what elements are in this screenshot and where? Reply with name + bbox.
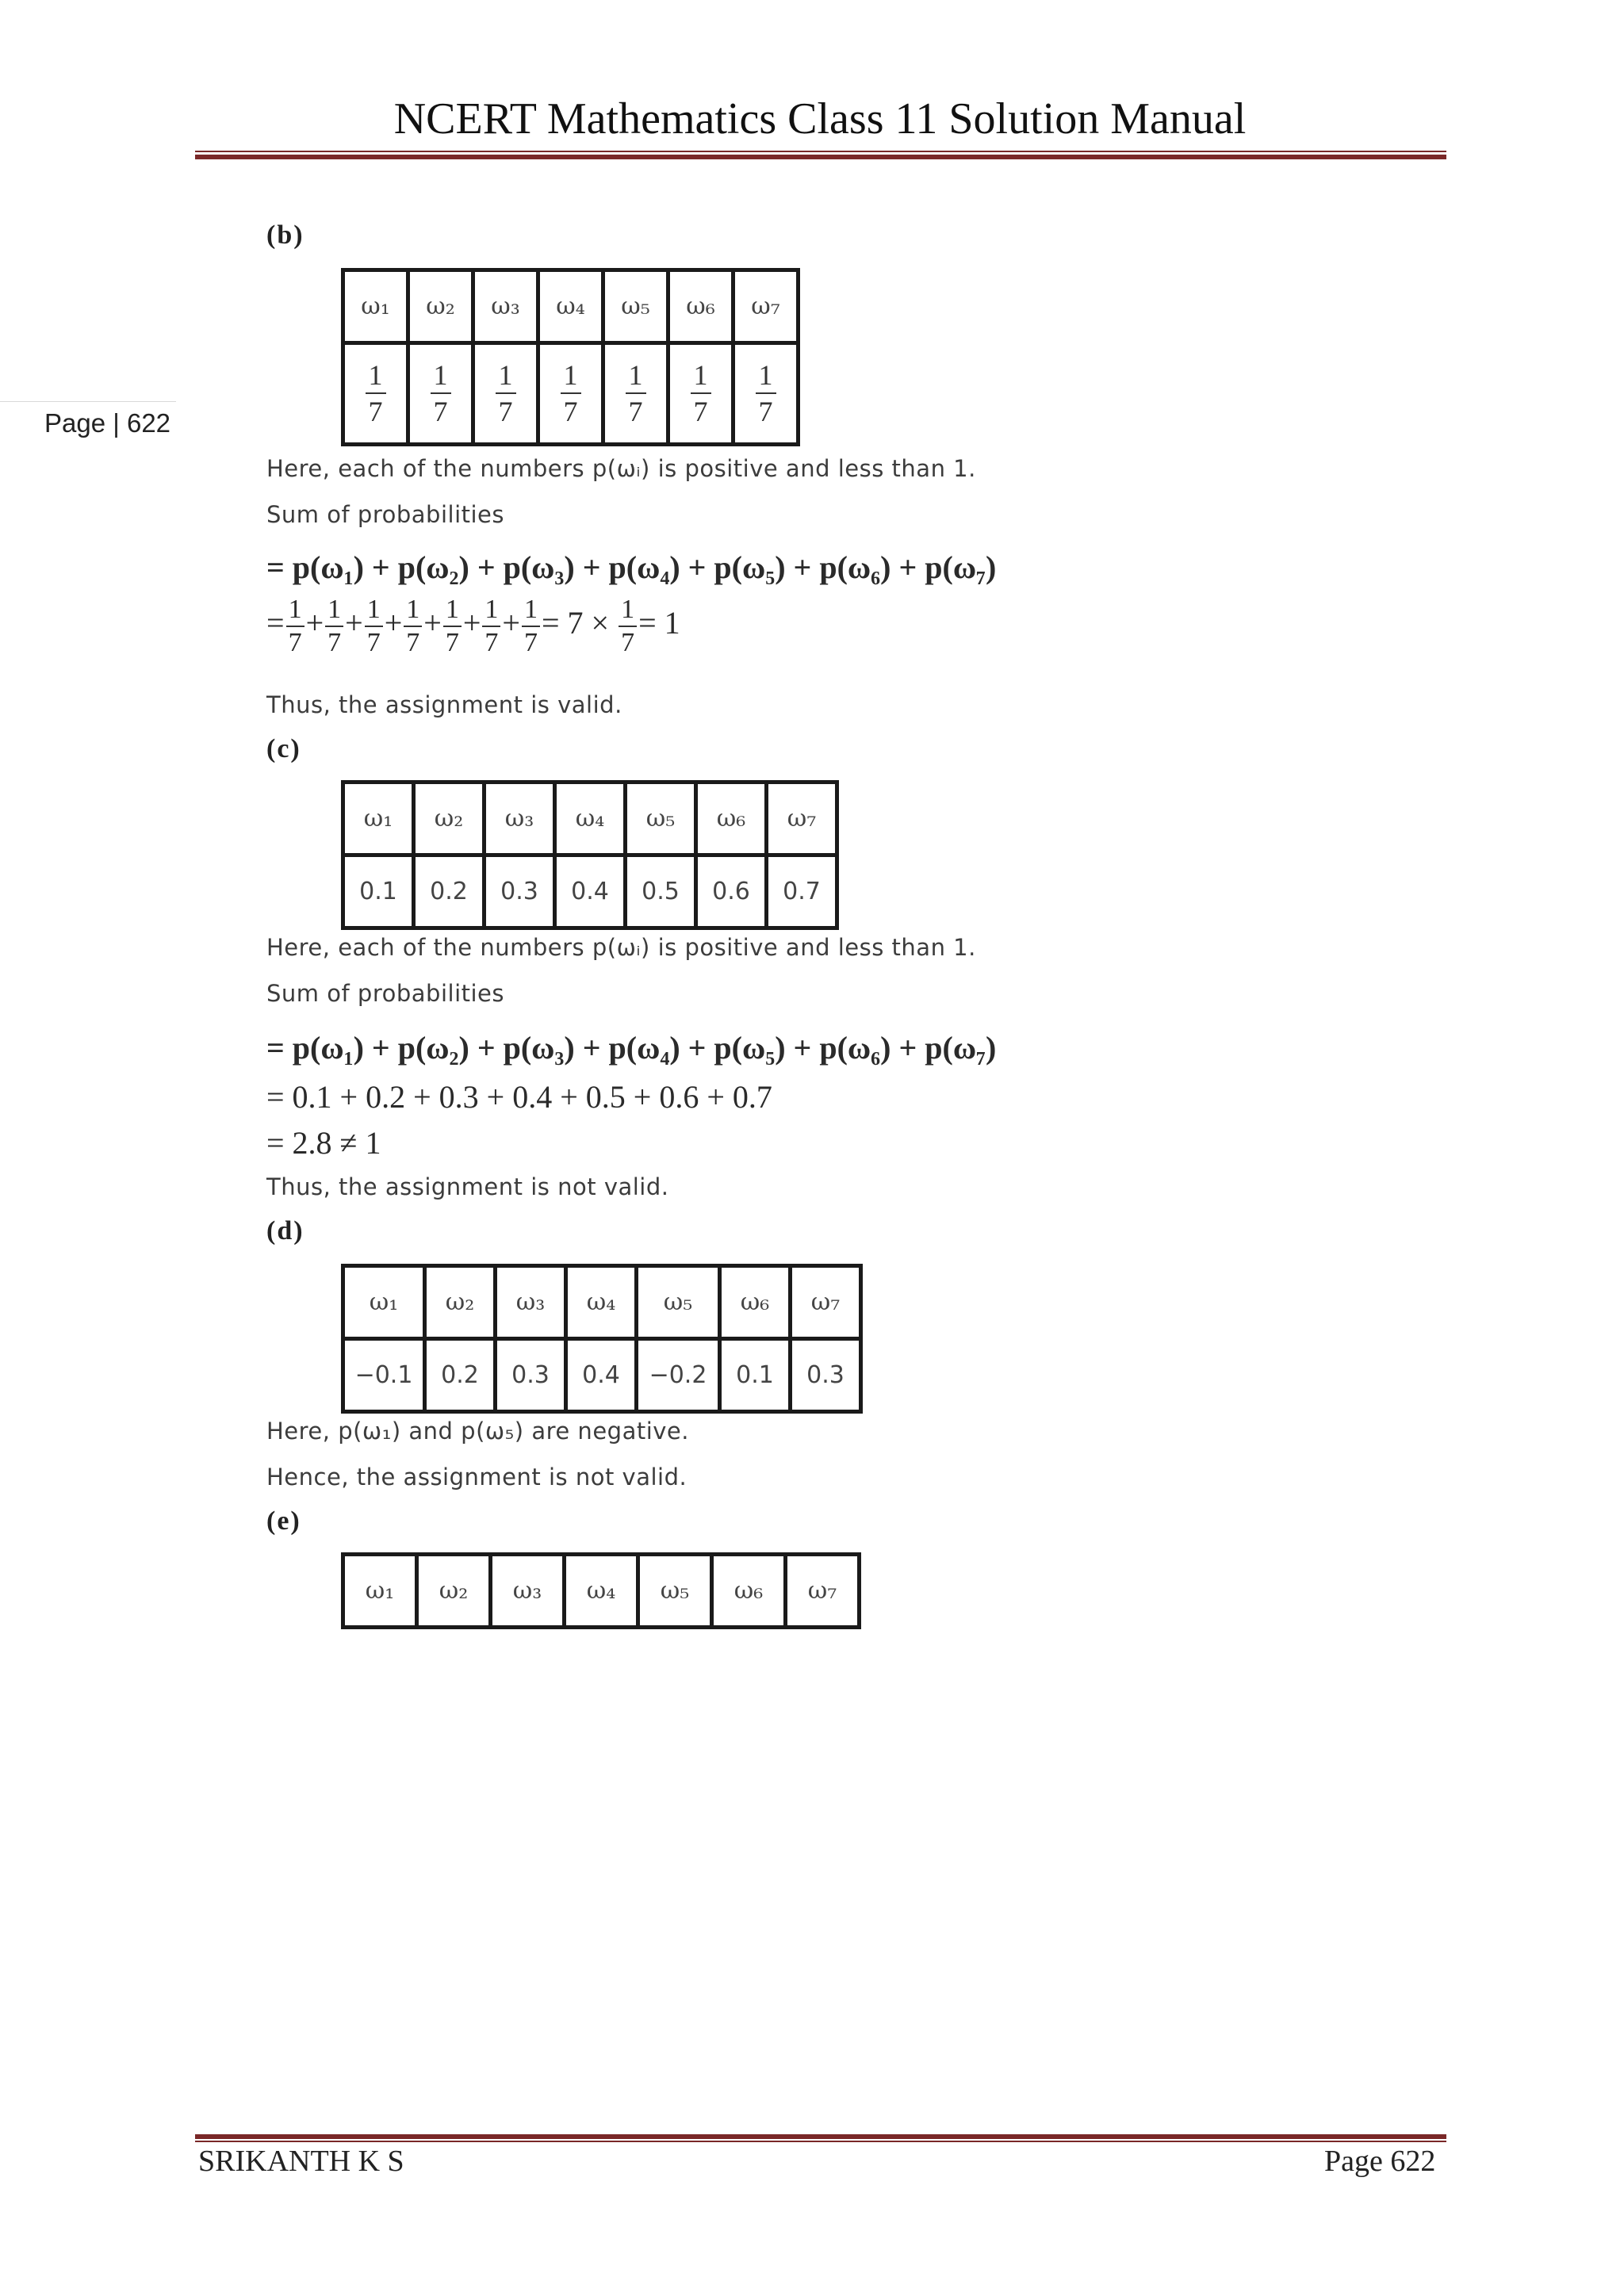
part-c-label: (c) <box>266 734 301 763</box>
table-cell: ω₇ <box>767 783 837 855</box>
table-cell <box>343 343 408 445</box>
table-cell: ω₇ <box>733 270 799 343</box>
footer-rule-thick <box>195 2134 1446 2139</box>
part-e-table <box>341 1552 861 1629</box>
part-c-equation-3: = 2.8 ≠ 1 <box>266 1125 381 1161</box>
table-cell: ω₁ <box>343 783 414 855</box>
fraction: $\frac{1}{7}$ <box>431 361 451 426</box>
part-e-label: (e) <box>266 1506 301 1536</box>
part-c-conclusion: Thus, the assignment is not valid. <box>266 1173 669 1200</box>
part-c-statement: Here, each of the numbers p(ωᵢ) is positive and less than 1. <box>266 934 976 961</box>
part-c-equation-1: = p(ω₁) + p(ω₂) + p(ω₃) + p(ω₄) + p(ω₅) + p(ω₆) + p(ω₇) <box>266 1030 997 1066</box>
table-cell: ω₄ <box>566 1266 637 1339</box>
table-cell: ω₇ <box>791 1266 861 1339</box>
fraction: $\frac{1}{7}$ <box>619 596 637 656</box>
table-cell <box>473 343 538 445</box>
table-cell: ω₃ <box>473 270 538 343</box>
part-b-label: (b) <box>266 220 304 250</box>
table-cell: ω₅ <box>638 1555 712 1628</box>
table-cell: ω₂ <box>408 270 473 343</box>
table-cell: ω₄ <box>555 783 626 855</box>
footer-page-number: Page 622 <box>1324 2145 1436 2178</box>
table-cell <box>408 343 473 445</box>
table-cell: ω₁ <box>343 1266 425 1339</box>
fraction: $\frac{1}{7}$ <box>522 596 540 656</box>
fraction: $\frac{1}{7}$ <box>691 361 711 426</box>
fraction: $\frac{1}{7}$ <box>756 361 776 426</box>
fraction: $\frac{1}{7}$ <box>286 596 304 656</box>
table-cell: 0.1 <box>720 1339 791 1412</box>
table-cell: −0.1 <box>343 1339 425 1412</box>
table-cell <box>733 343 799 445</box>
table-cell <box>538 343 603 445</box>
table-cell: 0.3 <box>496 1339 566 1412</box>
part-d-conclusion: Hence, the assignment is not valid. <box>266 1464 688 1490</box>
part-b-table <box>341 268 800 446</box>
table-cell: ω₁ <box>343 270 408 343</box>
table-cell: ω₁ <box>343 1555 417 1628</box>
footer-rule-thin <box>195 2141 1446 2142</box>
table-cell: ω₄ <box>538 270 603 343</box>
table-cell: ω₅ <box>626 783 696 855</box>
part-d-statement: Here, p(ω₁) and p(ω₅) are negative. <box>266 1418 689 1445</box>
table-cell: 0.2 <box>425 1339 496 1412</box>
fraction: $\frac{1}{7}$ <box>443 596 462 656</box>
table-cell: ω₆ <box>668 270 733 343</box>
table-cell: 0.4 <box>566 1339 637 1412</box>
part-b-sum-label: Sum of probabilities <box>266 501 504 528</box>
footer-author: SRIKANTH K S <box>198 2145 404 2178</box>
fraction: $\frac{1}{7}$ <box>482 596 500 656</box>
table-cell <box>668 343 733 445</box>
table-cell: −0.2 <box>637 1339 720 1412</box>
table-cell: ω₆ <box>720 1266 791 1339</box>
table-cell: 0.2 <box>414 855 485 928</box>
table-cell: ω₆ <box>712 1555 786 1628</box>
table-cell: ω₅ <box>637 1266 720 1339</box>
page-title: NCERT Mathematics Class 11 Solution Manual <box>393 94 1247 144</box>
fraction: $\frac{1}{7}$ <box>365 596 383 656</box>
table-cell: ω₃ <box>491 1555 565 1628</box>
part-c-equation-2: = 0.1 + 0.2 + 0.3 + 0.4 + 0.5 + 0.6 + 0.7 <box>266 1079 772 1115</box>
table-cell: ω₇ <box>786 1555 860 1628</box>
part-b-conclusion: Thus, the assignment is valid. <box>266 691 622 718</box>
part-d-table <box>341 1264 863 1414</box>
part-b-equation-1: = p(ω₁) + p(ω₂) + p(ω₃) + p(ω₄) + p(ω₅) + p(ω₆) + p(ω₇) <box>266 549 997 585</box>
table-cell: ω₃ <box>485 783 555 855</box>
table-cell: 0.3 <box>485 855 555 928</box>
table-cell: ω₂ <box>417 1555 491 1628</box>
part-c-table <box>341 780 839 930</box>
table-cell: ω₂ <box>414 783 485 855</box>
table-cell: ω₄ <box>565 1555 638 1628</box>
table-cell: ω₆ <box>696 783 767 855</box>
part-b-statement: Here, each of the numbers p(ωᵢ) is positive and less than 1. <box>266 455 976 482</box>
part-d-label: (d) <box>266 1216 304 1246</box>
side-page-label: Page | 622 <box>44 408 171 438</box>
table-cell: 0.4 <box>555 855 626 928</box>
table-cell <box>603 343 668 445</box>
fraction: $\frac{1}{7}$ <box>404 596 422 656</box>
table-cell: 0.5 <box>626 855 696 928</box>
part-b-equation-2: = $\frac{1}{7}$ + $\frac{1}{7}$ + $\frac{1}{7}$ + $\frac{1}{7}$ + $\frac{1}{7}$ + $\frac{1}{7}$ + $\frac{1}{7}$ = 7 × $\frac{1}{7}$ = 1 <box>266 595 680 657</box>
table-cell: ω₃ <box>496 1266 566 1339</box>
fraction: $\frac{1}{7}$ <box>366 361 386 426</box>
fraction: $\frac{1}{7}$ <box>626 361 646 426</box>
header-rule-thick <box>195 155 1446 159</box>
table-cell: 0.3 <box>791 1339 861 1412</box>
table-cell: 0.1 <box>343 855 414 928</box>
fraction: $\frac{1}{7}$ <box>325 596 343 656</box>
table-cell: 0.7 <box>767 855 837 928</box>
fraction: $\frac{1}{7}$ <box>561 361 581 426</box>
table-cell: ω₂ <box>425 1266 496 1339</box>
side-divider <box>0 401 176 402</box>
table-cell: ω₅ <box>603 270 668 343</box>
fraction: $\frac{1}{7}$ <box>496 361 516 426</box>
header-rule-thin <box>195 151 1446 152</box>
table-cell: 0.6 <box>696 855 767 928</box>
part-c-sum-label: Sum of probabilities <box>266 980 504 1007</box>
